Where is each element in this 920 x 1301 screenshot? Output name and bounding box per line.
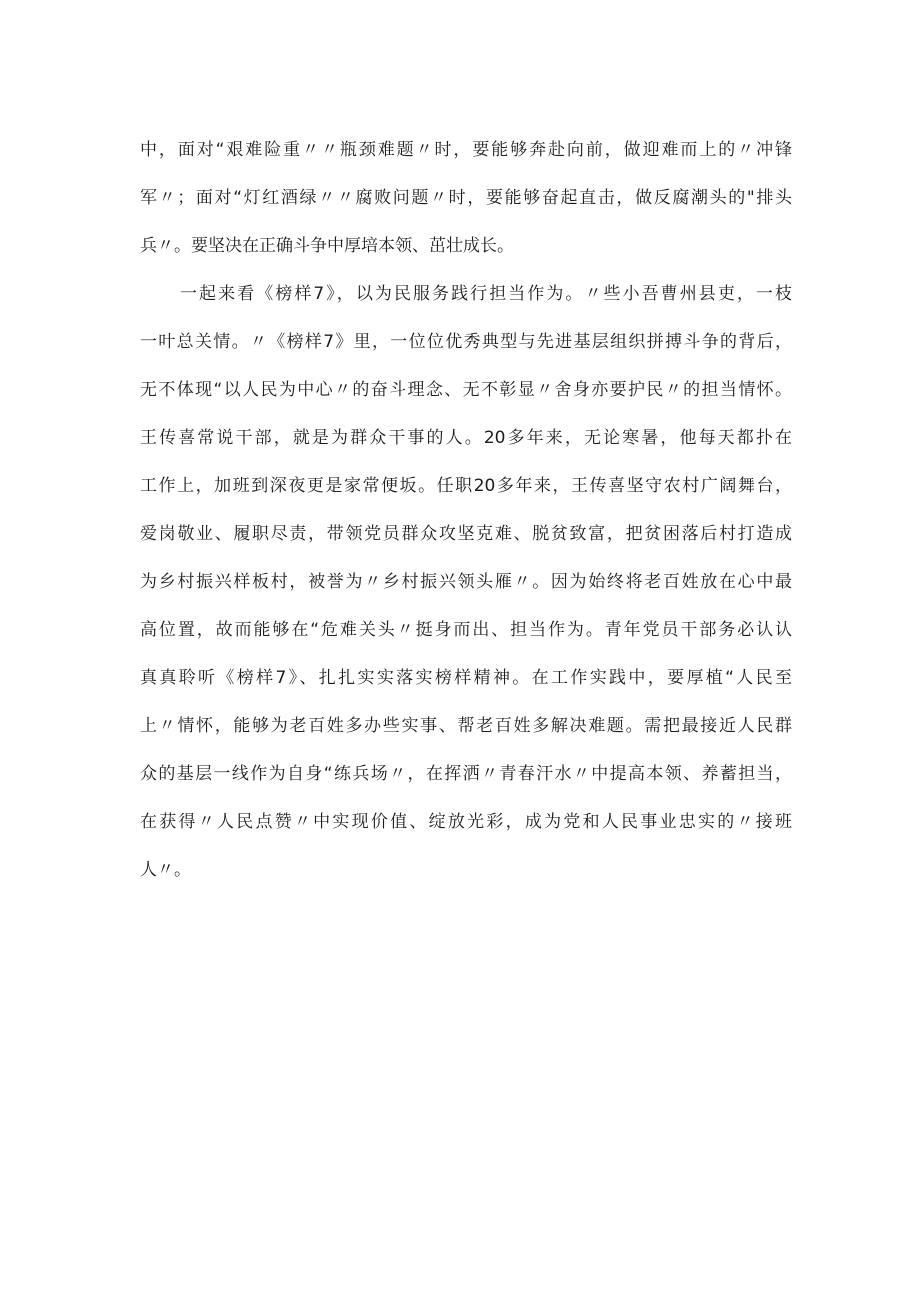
body-text — [140, 126, 792, 894]
paragraph-line: 军〃；面对“灯红酒绿〃〃腐败问题〃时，要能够奋起直击，做反腐潮头的"排头 — [140, 188, 792, 208]
paragraph-line: 兵〃。要坚决在正确斗争中厚培本领、茁壮成长。 — [140, 236, 514, 256]
paragraph-line: 无不体现“以人民为中心〃的奋斗理念、无不彰显〃舍身亦要护民〃的担当情怀。 — [140, 380, 792, 400]
paragraph-line: 高位置，故而能够在“危难关头〃挺身而出、担当作为。青年党员干部务必认认 — [140, 620, 792, 640]
paragraph-line: 中，面对“艰难险重〃〃瓶颈难题〃时，要能够奔赴向前，做迎难而上的〃冲锋 — [140, 140, 792, 160]
paragraph-line: 爱岗敬业、履职尽责，带领党员群众攻坚克难、脱贫致富，把贫困落后村打造成 — [140, 524, 792, 544]
paragraph-line: 一叶总关情。〃《榜样7》里，一位位优秀典型与先进基层组织拼搏斗争的背后， — [140, 332, 792, 352]
paragraph-2 — [140, 270, 792, 894]
paragraph-line: 人〃。 — [140, 860, 191, 880]
paragraph-line: 上〃情怀，能够为老百姓多办些实事、帮老百姓多解决难题。需把最接近人民群 — [140, 716, 792, 736]
paragraph-1 — [140, 126, 792, 270]
paragraph-line: 众的基层一线作为自身“练兵场〃，在挥洒〃青春汗水〃中提高本领、养蓄担当， — [140, 764, 792, 784]
paragraph-line: 一起来看《榜样7》，以为民服务践行担当作为。〃些小吾曹州县吏，一枝 — [180, 284, 792, 304]
paragraph-line: 在获得〃人民点赞〃中实现价值、绽放光彩，成为党和人民事业忠实的〃接班 — [140, 812, 792, 832]
paragraph-line: 工作上，加班到深夜更是家常便坂。任职20多年来，王传喜坚守农村广阔舞台， — [140, 476, 792, 496]
paragraph-line: 真真聆听《榜样7》、扎扎实实落实榜样精神。在工作实践中，要厚植“人民至 — [140, 668, 792, 688]
paragraph-line: 王传喜常说干部，就是为群众干事的人。20多年来，无论寒暑，他每天都扑在 — [140, 428, 792, 448]
paragraph-line: 为乡村振兴样板村，被誉为〃乡村振兴领头雁〃。因为始终将老百姓放在心中最 — [140, 572, 792, 592]
